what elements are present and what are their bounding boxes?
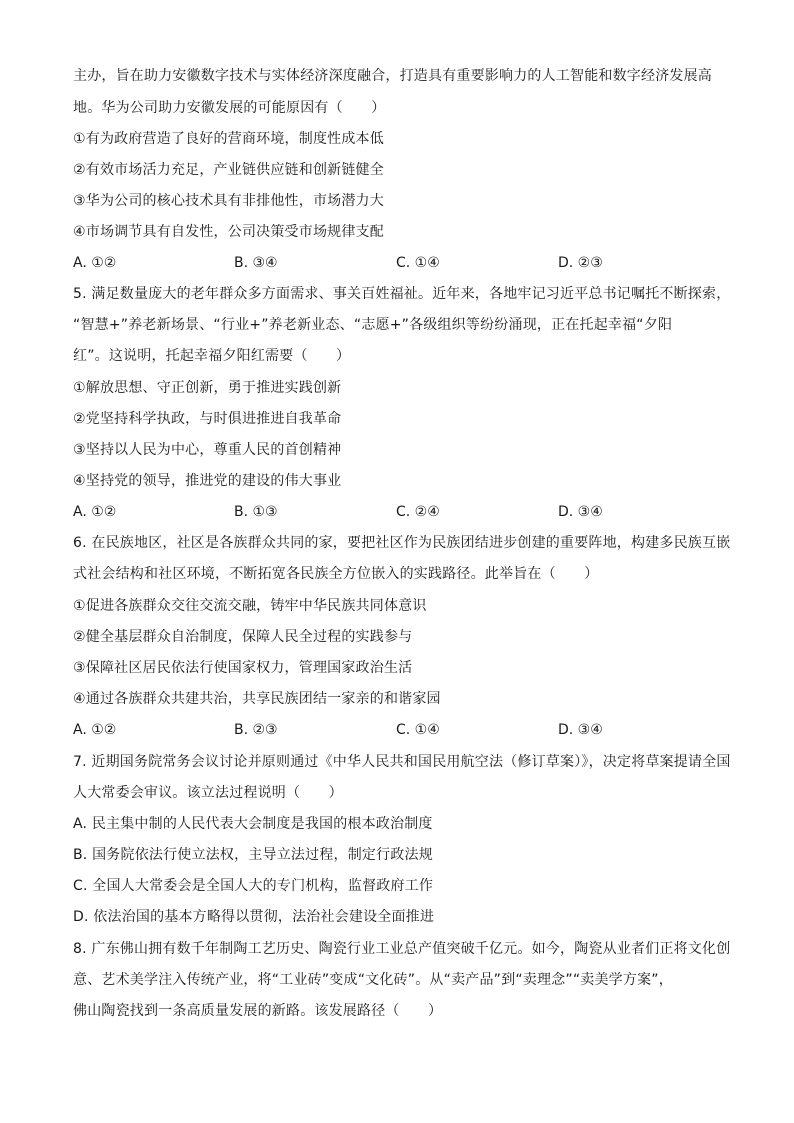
q6-statement-2: ②健全基层群众自治制度，保障人民全过程的实践参与 bbox=[73, 629, 413, 645]
q4-stem-line-2: 地。华为公司助力安徽发展的可能原因有（ ） bbox=[73, 100, 386, 116]
q4-statement-1: ①有为政府营造了良好的营商环境，制度性成本低 bbox=[73, 131, 384, 147]
q5-stem-line-2: “智慧+”养老新场景、“行业+”养老新业态、“志愿+”各级组织等纷纷涌现，正在托起幸福“夕阳 bbox=[73, 317, 673, 333]
q4-statement-3: ③华为公司的核心技术具有非排他性，市场潜力大 bbox=[73, 193, 384, 209]
q8-stem-line-3: 佛山陶瓷找到一条高质量发展的新路。该发展路径（ ） bbox=[73, 1003, 443, 1019]
q4-statement-4: ④市场调节具有自发性，公司决策受市场规律支配 bbox=[73, 224, 384, 240]
q5-statement-4: ④坚持党的领导，推进党的建设的伟大事业 bbox=[73, 473, 342, 489]
q8-stem-line-2: 意、艺术美学注入传统产业，将“工业砖”变成“文化砖”。从“卖产品”到“卖理念”“卖美学方案”， bbox=[73, 972, 673, 988]
q8-stem-line-1: 8. 广东佛山拥有数千年制陶工艺历史、陶瓷行业工业总产值突破千亿元。如今，陶瓷从业者们正将文化创 bbox=[73, 941, 731, 957]
q7-choice-d[interactable]: D. 依法治国的基本方略得以贯彻，法治社会建设全面推进 bbox=[73, 909, 435, 925]
q6-stem-line-2: 式社会结构和社区环境，不断拓宽各民族全方位嵌入的实践路径。此举旨在（ ） bbox=[73, 566, 599, 582]
q4-option-b[interactable]: B. ③④ bbox=[234, 255, 278, 271]
q7-choice-c[interactable]: C. 全国人大常委会是全国人大的专门机构，监督政府工作 bbox=[73, 878, 434, 894]
q5-option-d[interactable]: D. ③④ bbox=[558, 504, 603, 520]
q4-stem-line-1: 主办，旨在助力安徽数字技术与实体经济深度融合，打造具有重要影响力的人工智能和数字经济发展高 bbox=[73, 68, 712, 84]
q6-stem-line-1: 6. 在民族地区，社区是各族群众共同的家，要把社区作为民族团结进步创建的重要阵地，构建多民族互嵌 bbox=[73, 535, 731, 551]
q6-option-c[interactable]: C. ①④ bbox=[396, 722, 440, 738]
q5-option-a[interactable]: A. ①② bbox=[73, 504, 117, 520]
q4-statement-2: ②有效市场活力充足，产业链供应链和创新链健全 bbox=[73, 162, 384, 178]
q6-option-a[interactable]: A. ①② bbox=[73, 722, 117, 738]
q7-choice-a[interactable]: A. 民主集中制的人民代表大会制度是我国的根本政治制度 bbox=[73, 816, 433, 832]
q5-option-b[interactable]: B. ①③ bbox=[234, 504, 278, 520]
q7-stem-line-1: 7. 近期国务院常务会议讨论并原则通过《中华人民共和国民用航空法（修订草案）》，决定将草案提请全国 bbox=[73, 754, 731, 770]
q6-statement-4: ④通过各族群众共建共治，共享民族团结一家亲的和谐家园 bbox=[73, 691, 441, 707]
q4-options bbox=[73, 253, 725, 273]
q7-stem-line-2: 人大常委会审议。该立法过程说明（ ） bbox=[73, 785, 343, 801]
q4-option-a[interactable]: A. ①② bbox=[73, 255, 117, 271]
q6-statement-1: ①促进各族群众交往交流交融，铸牢中华民族共同体意识 bbox=[73, 598, 427, 614]
q5-option-c[interactable]: C. ②④ bbox=[396, 504, 440, 520]
q5-options bbox=[73, 502, 725, 522]
q5-statement-2: ②党坚持科学执政，与时俱进推进自我革命 bbox=[73, 411, 342, 427]
q4-option-d[interactable]: D. ②③ bbox=[558, 255, 603, 271]
q5-statement-3: ③坚持以人民为中心，尊重人民的首创精神 bbox=[73, 442, 342, 458]
q6-option-d[interactable]: D. ③④ bbox=[558, 722, 603, 738]
q5-statement-1: ①解放思想、守正创新，勇于推进实践创新 bbox=[73, 380, 342, 396]
q4-option-c[interactable]: C. ①④ bbox=[396, 255, 440, 271]
q5-stem-line-1: 5. 满足数量庞大的老年群众多方面需求、事关百姓福祉。近年来，各地牢记习近平总书记嘱托不断探索， bbox=[73, 286, 731, 302]
q5-stem-line-3: 红”。这说明，托起幸福夕阳红需要（ ） bbox=[73, 348, 351, 364]
q6-option-b[interactable]: B. ②③ bbox=[234, 722, 278, 738]
q7-choice-b[interactable]: B. 国务院依法行使立法权，主导立法过程，制定行政法规 bbox=[73, 847, 433, 863]
q6-statement-3: ③保障社区居民依法行使国家权力，管理国家政治生活 bbox=[73, 660, 413, 676]
q6-options bbox=[73, 720, 725, 740]
